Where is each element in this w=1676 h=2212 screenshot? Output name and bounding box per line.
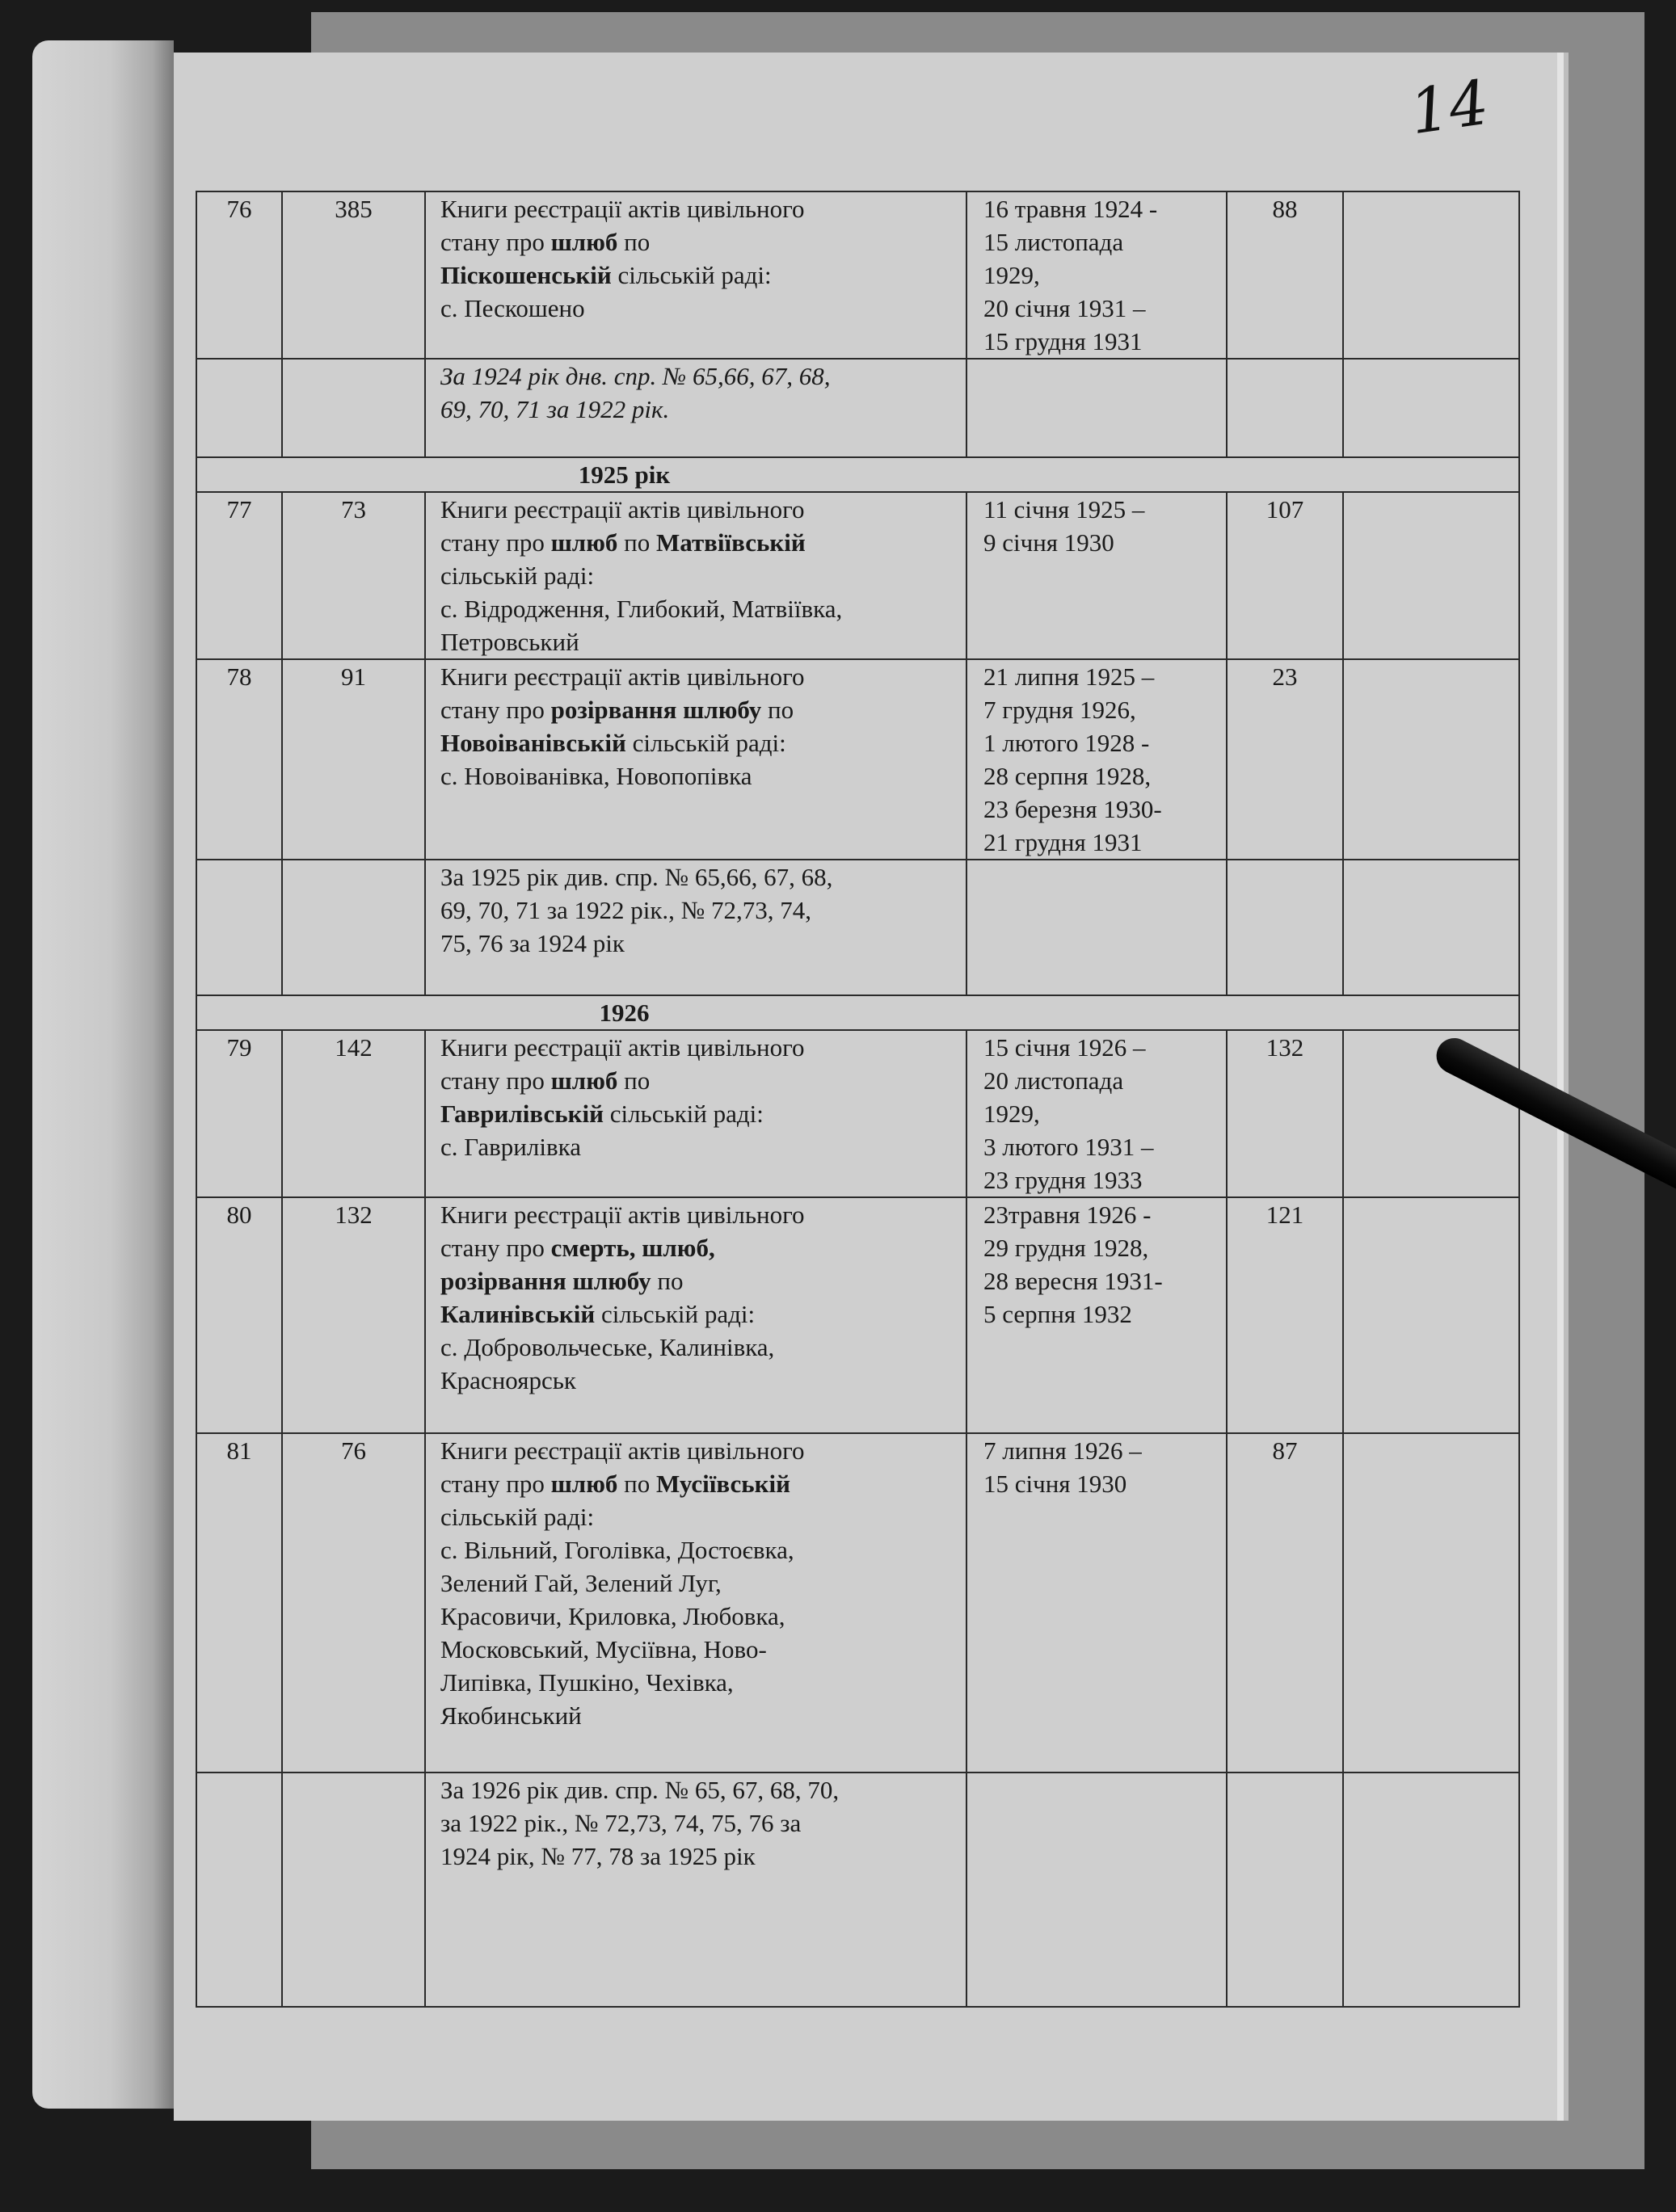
case-description (425, 492, 966, 659)
bold-text: Калинівській (440, 1300, 596, 1328)
description-line (440, 1364, 958, 1397)
text: стану про (440, 528, 551, 557)
empty-cell (196, 995, 282, 1030)
remarks-cell (1343, 492, 1519, 659)
text: Книги реєстрації актів цивільного (440, 195, 805, 223)
case-description (425, 1197, 966, 1433)
left-page-edge (32, 40, 174, 2109)
archive-inventory-table (196, 191, 1520, 2008)
description-line (440, 1331, 958, 1364)
bold-text: розірвання шлюбу (440, 1267, 651, 1295)
sheet-count: 121 (1227, 1197, 1343, 1433)
sheet-count: 87 (1227, 1433, 1343, 1773)
text: Книги реєстрації актів цивільного (440, 1436, 805, 1465)
entry-number: 81 (196, 1433, 282, 1773)
case-description (425, 191, 966, 359)
cross-reference-note: За 1924 рік днв. спр. № 65,66, 67, 68, 69, 70, 71 за 1922 рік. (425, 359, 966, 457)
description-line (440, 526, 958, 559)
text: сільській раді: (611, 261, 772, 289)
case-description (425, 1433, 966, 1773)
date-range: 23травня 1926 - 29 грудня 1928, 28 вересня 1931- 5 серпня 1932 (966, 1197, 1227, 1433)
text: с. Відродження, Глибокий, Матвіївка, (440, 595, 843, 623)
sheet-count: 88 (1227, 191, 1343, 359)
description-line (440, 1031, 958, 1064)
date-range: 7 липня 1926 – 15 січня 1930 (966, 1433, 1227, 1773)
description-line (440, 1467, 958, 1500)
text: Красовичи, Криловка, Любовка, (440, 1602, 785, 1630)
description-line (440, 1097, 958, 1130)
text: с. Вільний, Гоголівка, Достоєвка, (440, 1536, 794, 1564)
text: сільській раді: (440, 561, 595, 590)
empty-cell (1343, 359, 1519, 457)
description-line (440, 1500, 958, 1533)
empty-cell (282, 359, 425, 457)
text: сільській раді: (595, 1300, 756, 1328)
year-heading: 1925 рік (282, 457, 966, 492)
sheet-count: 23 (1227, 659, 1343, 860)
entry-number: 76 (196, 191, 282, 359)
date-range: 21 липня 1925 – 7 грудня 1926, 1 лютого 1928 - 28 серпня 1928, 23 березня 1930- 21 грудня 1931 (966, 659, 1227, 860)
description-line (440, 1231, 958, 1264)
empty-cell (196, 860, 282, 995)
bold-text: Гаврилівській (440, 1100, 604, 1128)
sheet-count: 107 (1227, 492, 1343, 659)
text: стану про (440, 228, 551, 256)
case-number: 73 (282, 492, 425, 659)
table-row (196, 191, 1519, 359)
description-line (440, 259, 958, 292)
description-line (440, 1198, 958, 1231)
table-row (196, 659, 1519, 860)
remarks-cell (1343, 659, 1519, 860)
text: сільській раді: (625, 729, 786, 757)
description-line (440, 625, 958, 658)
case-number: 91 (282, 659, 425, 860)
bold-text: шлюб (550, 1066, 618, 1095)
bold-text: Піскошенській (440, 261, 612, 289)
text: Зелений Гай, Зелений Луг, (440, 1569, 722, 1597)
remarks-cell (1343, 1433, 1519, 1773)
description-line (440, 225, 958, 259)
text: с. Пескошено (440, 294, 585, 322)
case-description (425, 1030, 966, 1197)
entry-number: 78 (196, 659, 282, 860)
note-row (196, 1773, 1519, 2007)
remarks-cell (1343, 191, 1519, 359)
text: стану про (440, 1234, 551, 1262)
description-line (440, 192, 958, 225)
text: с. Гаврилівка (440, 1133, 581, 1161)
entry-number: 79 (196, 1030, 282, 1197)
text: стану про (440, 696, 551, 724)
text: с. Новоіванівка, Новопопівка (440, 762, 752, 790)
text: по (617, 528, 656, 557)
description-line (440, 292, 958, 325)
text: Книги реєстрації актів цивільного (440, 1201, 805, 1229)
date-range: 11 січня 1925 – 9 січня 1930 (966, 492, 1227, 659)
description-line (440, 726, 958, 759)
text: Книги реєстрації актів цивільного (440, 495, 805, 524)
empty-cell (966, 1773, 1227, 2007)
description-line (440, 1566, 958, 1600)
empty-cell (1227, 860, 1343, 995)
remarks-cell (1343, 1197, 1519, 1433)
year-heading: 1926 (282, 995, 966, 1030)
text: по (617, 1066, 651, 1095)
description-line (440, 759, 958, 793)
bold-text: шлюб (550, 1470, 618, 1498)
empty-cell (1343, 860, 1519, 995)
year-heading-row (196, 457, 1519, 492)
note-row (196, 860, 1519, 995)
empty-cell (966, 995, 1519, 1030)
text: Московський, Мусіївна, Ново- (440, 1635, 767, 1663)
empty-cell (966, 457, 1519, 492)
sheet-count: 132 (1227, 1030, 1343, 1197)
empty-cell (196, 359, 282, 457)
description-line (440, 1297, 958, 1331)
text: Якобинський (440, 1701, 582, 1730)
page-number: 14 (1405, 65, 1493, 149)
text: Липівка, Пушкіно, Чехівка, (440, 1668, 734, 1697)
description-line (440, 660, 958, 693)
text: по (761, 696, 794, 724)
empty-cell (1343, 1773, 1519, 2007)
text: сільській раді: (440, 1503, 595, 1531)
description-line (440, 493, 958, 526)
empty-cell (966, 860, 1227, 995)
description-line (440, 1666, 958, 1699)
case-number: 142 (282, 1030, 425, 1197)
description-line (440, 1130, 958, 1163)
empty-cell (1227, 1773, 1343, 2007)
table-row (196, 1433, 1519, 1773)
description-line (440, 559, 958, 592)
bold-text: шлюб (550, 228, 618, 256)
text: Книги реєстрації актів цивільного (440, 1033, 805, 1062)
empty-cell (196, 457, 282, 492)
description-line (440, 1699, 958, 1732)
empty-cell (282, 860, 425, 995)
case-number: 385 (282, 191, 425, 359)
bold-text: Мусіївській (655, 1470, 790, 1498)
table-row (196, 1030, 1519, 1197)
text: по (617, 1470, 656, 1498)
description-line (440, 1600, 958, 1633)
note-row (196, 359, 1519, 457)
empty-cell (282, 1773, 425, 2007)
bold-text: Новоіванівській (440, 729, 626, 757)
text: Красноярськ (440, 1366, 576, 1394)
table-row (196, 1197, 1519, 1433)
date-range: 15 січня 1926 – 20 листопада 1929, 3 лютого 1931 – 23 грудня 1933 (966, 1030, 1227, 1197)
table-body (196, 191, 1519, 2007)
description-line (440, 592, 958, 625)
text: стану про (440, 1470, 551, 1498)
cross-reference-note: За 1926 рік див. спр. № 65, 67, 68, 70, за 1922 рік., № 72,73, 74, 75, 76 за 1924 рік, № 77, 78 за 1925 рік (425, 1773, 966, 2007)
cross-reference-note: За 1925 рік див. спр. № 65,66, 67, 68, 69, 70, 71 за 1922 рік., № 72,73, 74, 75, 76 за 1924 рік (425, 860, 966, 995)
empty-cell (966, 359, 1227, 457)
case-description (425, 659, 966, 860)
description-line (440, 1434, 958, 1467)
empty-cell (1227, 359, 1343, 457)
description-line (440, 1633, 958, 1666)
bold-text: розірвання шлюбу (550, 696, 762, 724)
entry-number: 77 (196, 492, 282, 659)
entry-number: 80 (196, 1197, 282, 1433)
text: по (617, 228, 651, 256)
bold-text: шлюб (550, 528, 618, 557)
text: сільській раді: (603, 1100, 764, 1128)
text: стану про (440, 1066, 551, 1095)
empty-cell (196, 1773, 282, 2007)
table-row (196, 492, 1519, 659)
text: Книги реєстрації актів цивільного (440, 662, 805, 691)
date-range: 16 травня 1924 - 15 листопада 1929, 20 січня 1931 – 15 грудня 1931 (966, 191, 1227, 359)
bold-text: смерть, шлюб, (550, 1234, 715, 1262)
description-line (440, 693, 958, 726)
year-heading-row (196, 995, 1519, 1030)
description-line (440, 1264, 958, 1297)
description-line (440, 1064, 958, 1097)
description-line (440, 1533, 958, 1566)
text: с. Добровольчеське, Калинівка, (440, 1333, 775, 1361)
text: Петровський (440, 628, 579, 656)
case-number: 76 (282, 1433, 425, 1773)
text: по (651, 1267, 684, 1295)
bold-text: Матвіївській (655, 528, 806, 557)
case-number: 132 (282, 1197, 425, 1433)
